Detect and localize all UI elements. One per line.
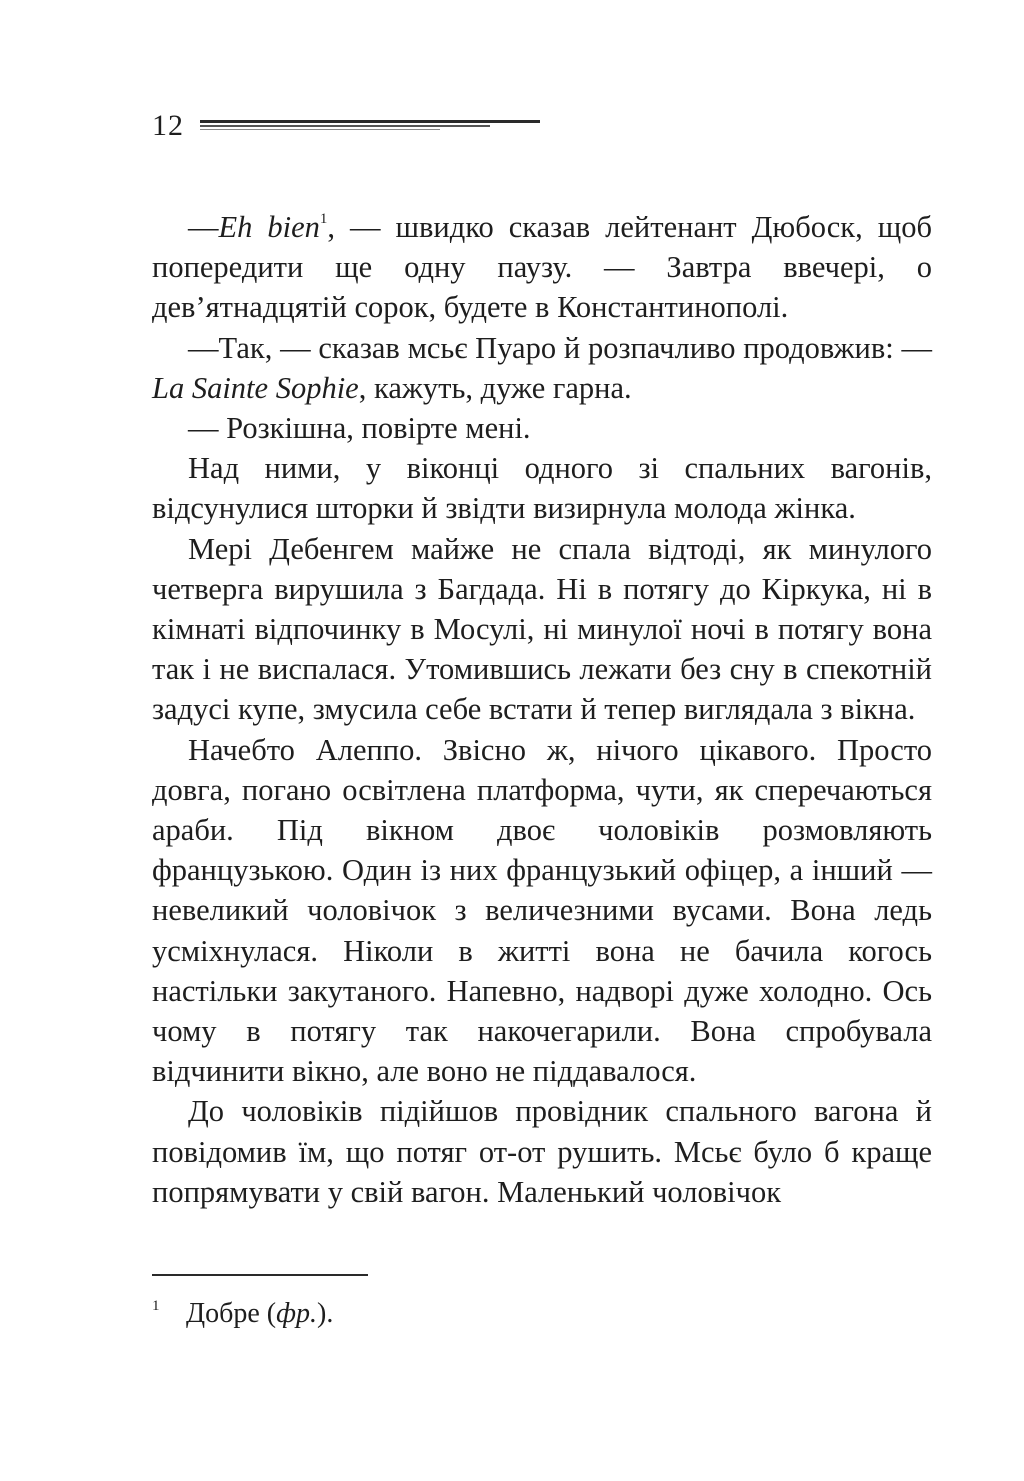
- page-number: 12: [152, 109, 184, 142]
- paragraph-6: [152, 730, 932, 1092]
- footnote-ref: 1: [319, 211, 328, 227]
- footnote-text-part: ).: [317, 1298, 334, 1329]
- paragraph-7: [152, 1091, 932, 1212]
- paragraph-5: [152, 529, 932, 730]
- body-text: [152, 207, 932, 1212]
- dialogue-dash: —: [188, 210, 219, 244]
- paragraph-4: [152, 448, 932, 528]
- paragraph-text: Начебто Алеппо. Звісно ж, нічого цікавого. Просто довга, погано освітлена платформа, чути, як сперечаються араби. Під вікном двоє чоловіків розмовляють французькою. Один із них французький офіцер, а інший — невеликий чоловічок з величезними вусами. Вона ледь усміхнулася. Ніколи в житті вона не бачила когось настільки закутаного. Напевно, надворі дуже холодно. Ось чому в потягу так накочегарили. Вона спробувала відчинити вікно, але воно не піддавалося.: [152, 732, 932, 1089]
- paragraph-text: —Так, — сказав мсьє Пуаро й розпачливо продовжив: —: [188, 330, 932, 365]
- paragraph-text: До чоловіків підійшов провідник спального вагона й повідомив їм, що потяг от-от рушить. Мсьє було б краще попрямувати у свій вагон. Маленький чоловічок: [152, 1094, 932, 1209]
- footnote-text-part: Добре (: [186, 1298, 277, 1329]
- footnote-mark: 1: [152, 1298, 160, 1314]
- footnote-divider: [152, 1274, 368, 1276]
- paragraph-text: , — швидко сказав лейтенант Дюбоск, щоб попередити ще одну паузу. — Завтра ввечері, о дев’ятнадцятій сорок, будете в Константинополі.: [152, 210, 932, 325]
- paragraph-text: Мері Дебенгем майже не спала відтоді, як минулого четверга вирушила з Багдада. Ні в потягу до Кіркука, ні в кімнаті відпочинку в Мосулі, ні минулої ночі в потягу вона так і не виспалася. Утомившись лежати без сну в спекотній задусі купе, змусила себе встати й тепер виглядала з вікна.: [152, 531, 932, 727]
- footnote-italic: фр.: [276, 1298, 317, 1329]
- paragraph-text: , кажуть, дуже гарна.: [358, 370, 632, 405]
- paragraph-1: [152, 207, 932, 328]
- footnote: [152, 1296, 333, 1332]
- page-header: [152, 108, 540, 144]
- paragraph-text: — Розкішна, повірте мені.: [188, 411, 531, 446]
- header-decorative-rule: [200, 116, 540, 136]
- paragraph-text: Над ними, у віконці одного зі спальних вагонів, відсунулися шторки й звідти визирнула молода жінка.: [152, 451, 932, 526]
- footnote-text: [186, 1296, 333, 1332]
- paragraph-2: [152, 328, 932, 408]
- italic-phrase: Eh bien: [218, 210, 320, 244]
- italic-phrase: La Sainte Sophie: [152, 370, 359, 405]
- paragraph-3: [152, 408, 932, 448]
